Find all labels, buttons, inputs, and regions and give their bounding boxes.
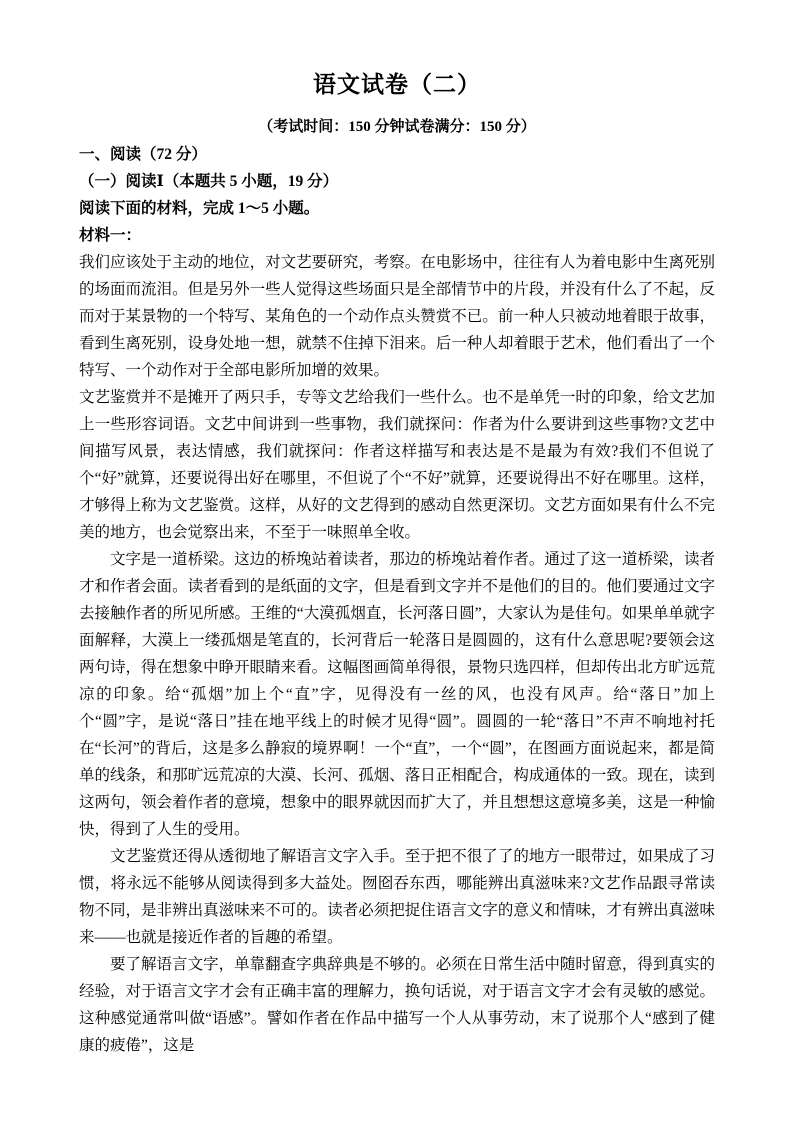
material-paragraph-2: 文艺鉴赏并不是摊开了两只手，专等文艺给我们一些什么。也不是单凭一时的印象，给文艺加上一些形容词语。文艺中间讲到一些事物，我们就探问：作者为什么要讲到这些事物?文艺中间描写风景，表达情感，我们就探问：作者这样描写和表达是不是最为有效?我们不但说了个“好”就算，还要说得出好在哪里，不但说了个“不好”就算，还要说得出不好在哪里。这样，才够得上称为文艺鉴赏。这样，从好的文艺得到的感动自然更深切。文艺方面如果有什么不完美的地方，也会觉察出来，不至于一味照单全收。 [79,389,715,541]
material-label: 材料一： [79,227,142,244]
material-paragraph-1: 我们应该处于主动的地位，对文艺要研究，考察。在电影场中，往往有人为着电影中生离死别的场面而流泪。但是另外一些人觉得这些场面只是全部情节中的片段，并没有什么了不起，反而对于某景物的一个特写、某角色的一个动作点头赞赏不已。前一种人只被动地着眼于故事，看到生离死别，设身处地一想，就禁不住掉下泪来。后一种人却着眼于艺术，他们看出了一个特写、一个动作对于全部电影所加增的效果。 [79,254,715,379]
material-paragraph-4: 文艺鉴赏还得从透彻地了解语言文字入手。至于把不很了了的地方一眼带过，如果成了习惯，将永远不能够从阅读得到多大益处。囫囵吞东西，哪能辨出真滋味来?文艺作品跟寻常读物不同，是非辨出真滋味来不可的。读者必须把捉住语言文字的意义和情味，才有辨出真滋味来——也就是接近作者的旨趣的希望。 [79,848,715,946]
material-paragraph-5: 要了解语言文字，单靠翻查字典辞典是不够的。必须在日常生活中随时留意，得到真实的经验，对于语言文字才会有正确丰富的理解力，换句话说，对于语言文字才会有灵敏的感觉。这种感觉通常叫做“语感”。譬如作者在作品中描写一个人从事劳动，末了说那个人“感到了健康的疲倦”，这是 [79,956,715,1054]
material-paragraph-3: 文字是一道桥梁。这边的桥堍站着读者，那边的桥堍站着作者。通过了这一道桥梁，读者才和作者会面。读者看到的是纸面的文字，但是看到文字并不是他们的目的。他们要通过文字去接触作者的所见所感。王维的“大漠孤烟直，长河落日圆”，大家认为是佳句。如果单单就字面解释，大漠上一缕孤烟是笔直的，长河背后一轮落日是圆圆的，这有什么意思呢?要领会这两句诗，得在想象中睁开眼睛来看。这幅图画简单得很，景物只选四样，但却传出北方旷远荒凉的印象。给“孤烟”加上个“直”字，见得没有一丝的风，也没有风声。给“落日”加上个“圆”字，是说“落日”挂在地平线上的时候才见得“圆”。圆圆的一轮“落日”不声不响地衬托在“长河”的背后，这是多么静寂的境界啊！一个“直”，一个“圆”，在图画方面说起来，都是简单的线条，和那旷远荒凉的大漠、长河、孤烟、落日正相配合，构成通体的一致。现在，读到这两句，领会着作者的意境，想象中的眼界就因而扩大了，并且想想这意境多美，这是一种愉快，得到了人生的受用。 [79,551,715,838]
page-title: 语文试卷（二） [313,72,481,97]
subsection-heading: （一）阅读Ⅰ（本题共 5 小题，19 分） [79,173,339,190]
reading-instruction: 阅读下面的材料，完成 1～5 小题。 [79,200,320,217]
exam-info-line: （考试时间：150 分钟试卷满分：150 分） [258,119,536,135]
section-heading: 一、阅读（72 分） [79,146,207,163]
